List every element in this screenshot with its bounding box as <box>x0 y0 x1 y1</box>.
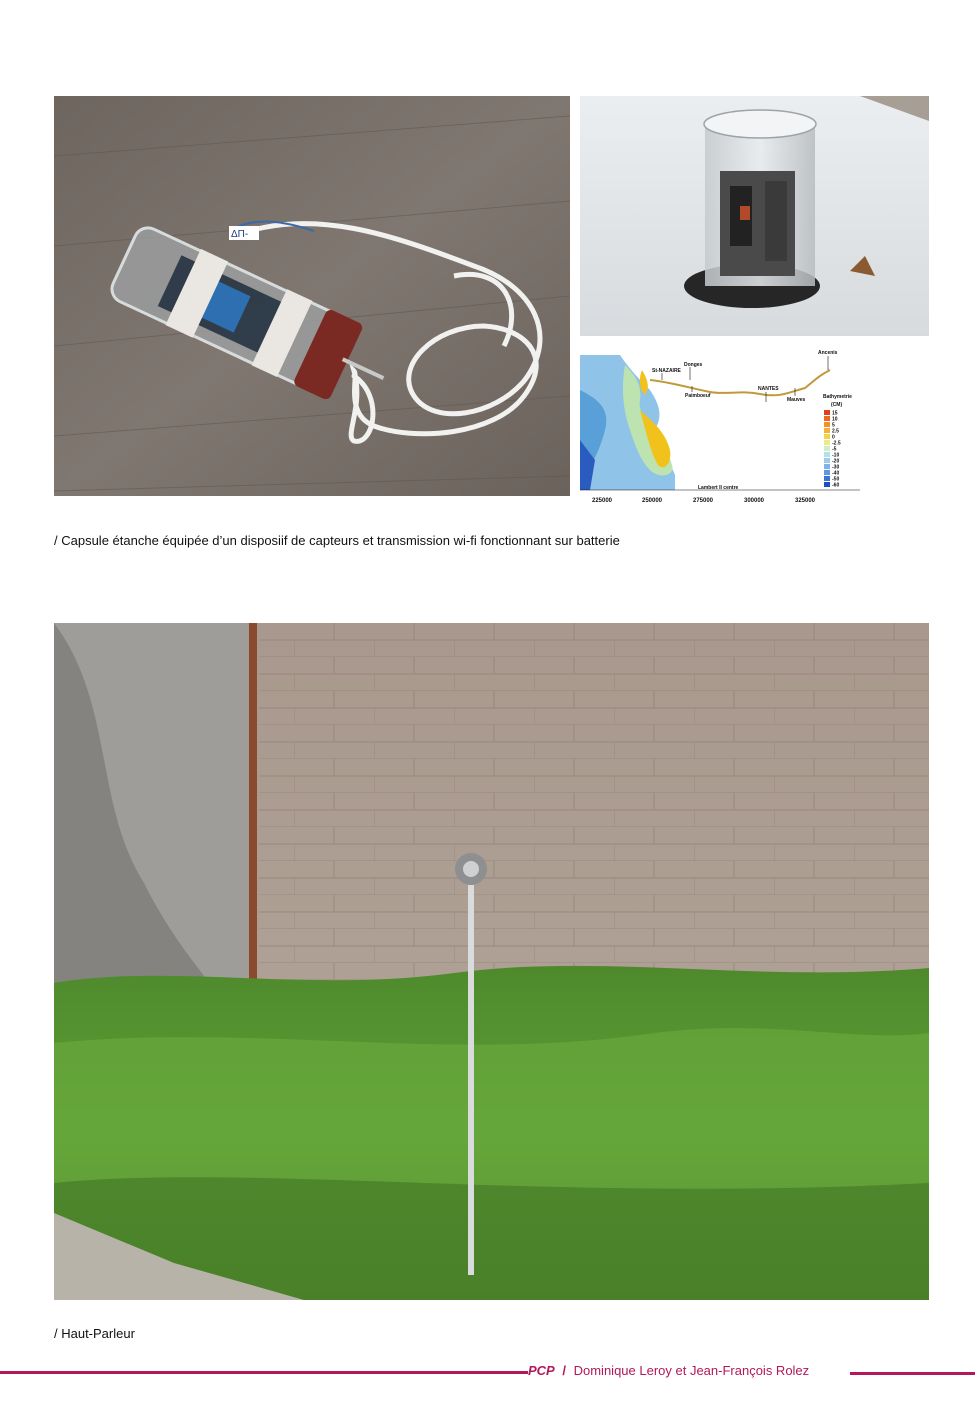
place-ancenis: Ancenis <box>818 350 838 356</box>
legend-swatch <box>824 422 830 427</box>
capsule-photo <box>54 96 570 496</box>
legend-swatch <box>824 446 830 451</box>
dome-photo <box>580 96 929 336</box>
legend-value: -5 <box>832 446 837 453</box>
legend-value: -20 <box>832 458 840 465</box>
tick-300000: 300000 <box>744 498 765 504</box>
caption-capsule: / Capsule étanche équipée d’un disposiif de capteurs et transmission wi-fi fonctionnant sur batterie <box>54 533 620 548</box>
legend-value: 10 <box>832 416 838 423</box>
legend-value: -60 <box>832 482 840 489</box>
projection-label: Lambert II centre <box>698 485 739 491</box>
place-paimboeuf: Paimboeuf <box>685 393 711 399</box>
legend-swatch <box>824 416 830 421</box>
legend-title: Bathymetrie <box>823 394 852 400</box>
legend-value: -30 <box>832 464 840 471</box>
footer-rule-left <box>0 1371 528 1374</box>
tick-325000: 325000 <box>795 498 816 504</box>
place-st-nazaire: St-NAZAIRE <box>652 368 681 374</box>
legend-swatch <box>824 452 830 457</box>
legend-swatch <box>824 434 830 439</box>
tick-275000: 275000 <box>693 498 714 504</box>
legend-value: -40 <box>832 470 840 477</box>
place-nantes: NANTES <box>758 386 779 392</box>
legend-value: 5 <box>832 422 835 429</box>
speaker-photo <box>54 623 929 1300</box>
legend-swatch <box>824 458 830 463</box>
capsule-label: ΔΠ- <box>231 229 249 240</box>
legend-value: 0 <box>832 434 835 441</box>
legend-value: -10 <box>832 452 840 459</box>
legend-swatch <box>824 428 830 433</box>
legend-swatch <box>824 476 830 481</box>
footer <box>528 1363 809 1378</box>
footer-brand: PCP <box>528 1363 555 1378</box>
legend-value: -2.5 <box>832 440 841 447</box>
legend-swatch <box>824 470 830 475</box>
tick-250000: 250000 <box>642 498 663 504</box>
legend-swatch <box>824 410 830 415</box>
footer-authors: Dominique Leroy et Jean-François Rolez <box>573 1363 810 1378</box>
footer-rule-right <box>850 1372 975 1375</box>
legend-swatch <box>824 440 830 445</box>
legend-swatch <box>824 464 830 469</box>
legend-swatch <box>824 482 830 487</box>
tick-225000: 225000 <box>592 498 613 504</box>
legend-unit: (CM) <box>831 402 843 408</box>
legend-value: 15 <box>832 410 838 417</box>
place-mauves: Mauves <box>787 397 806 403</box>
legend-value: 2.5 <box>832 428 839 435</box>
footer-separator: / <box>562 1363 566 1378</box>
legend-value: -50 <box>832 476 840 483</box>
place-donges: Donges <box>684 362 703 368</box>
caption-speaker: / Haut-Parleur <box>54 1326 135 1341</box>
bathymetry-map <box>580 350 860 510</box>
